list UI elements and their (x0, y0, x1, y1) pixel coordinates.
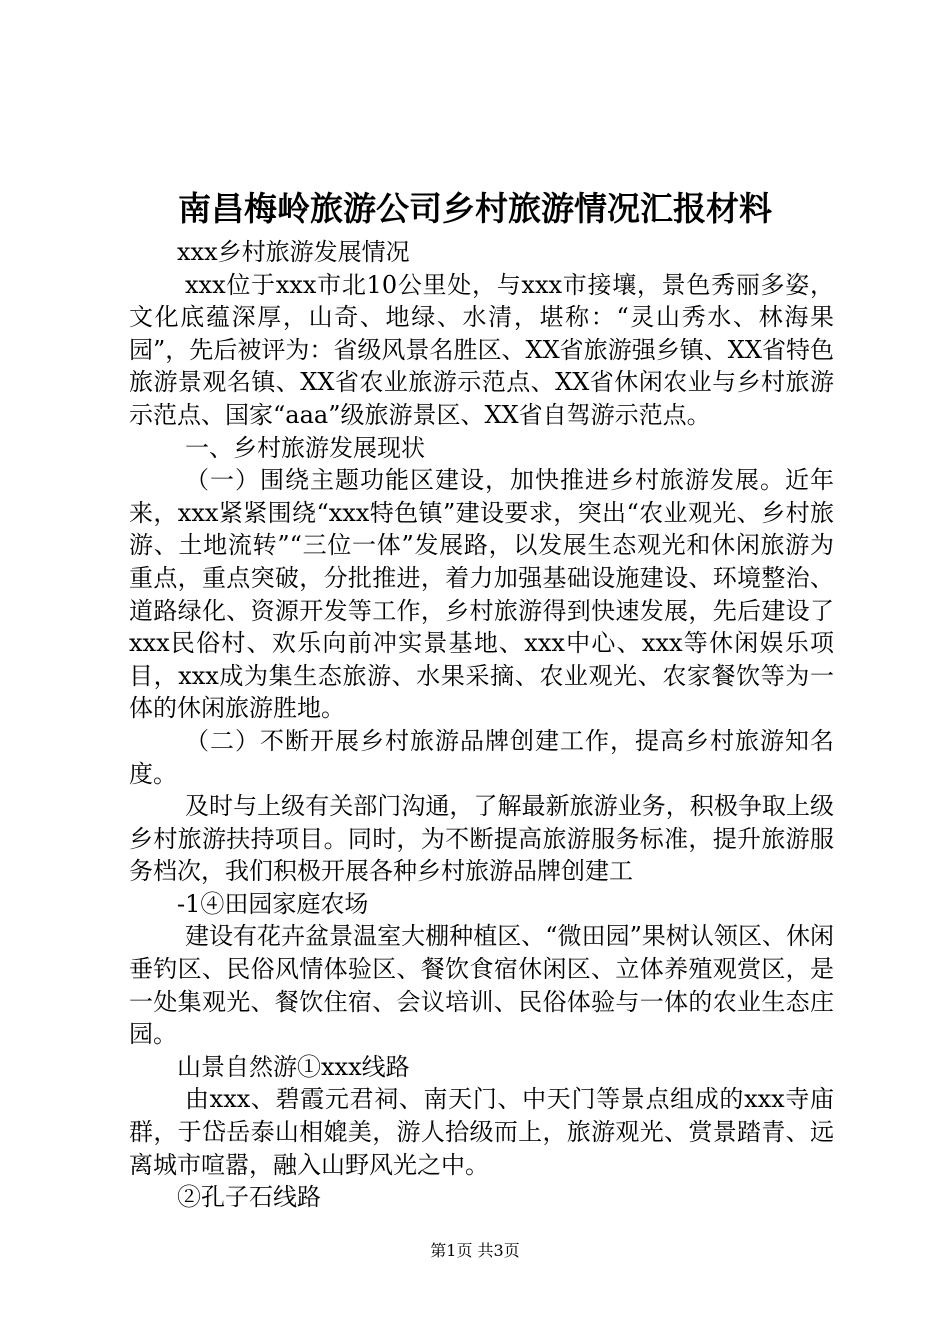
document-body (129, 236, 834, 1214)
paragraph-farm-heading: -1④田园家庭农场 (177, 889, 369, 918)
page-number: 第1页 共3页 (430, 1241, 520, 1260)
document-title: 南昌梅岭旅游公司乡村旅游情况汇报材料 (178, 189, 772, 228)
paragraph-route-1-body: 由xxx、碧霞元君祠、南天门、中天门等景点组成的xxx寺庙群，于岱岳泰山相媲美，游人拾级而上，旅游观光、赏景踏青、远离城市喧嚣，融入山野风光之中。 (129, 1085, 834, 1179)
paragraph-item-2-body: 及时与上级有关部门沟通，了解最新旅游业务，积极争取上级乡村旅游扶持项目。同时，为不断提高旅游服务标准，提升旅游服务档次，我们积极开展各种乡村旅游品牌创建工 (129, 792, 834, 886)
paragraph-route-2-heading: ②孔子石线路 (177, 1183, 321, 1212)
paragraph-route-1-heading: 山景自然游①xxx线路 (177, 1052, 410, 1081)
paragraph-item-2: （二）不断开展乡村旅游品牌创建工作，提高乡村旅游知名度。 (129, 726, 834, 788)
paragraph-item-1: （一）围绕主题功能区建设，加快推进乡村旅游发展。近年来，xxx紧紧围绕“xxx特色镇”建设要求，突出“农业观光、乡村旅游、土地流转”“三位一体”发展路，以发展生态观光和休闲旅游为重点，重点突破，分批推进，着力加强基础设施建设、环境整治、道路绿化、资源开发等工作，乡村旅游得到快速发展，先后建设了xxx民俗村、欢乐向前冲实景基地、xxx中心、xxx等休闲娱乐项目，xxx成为集生态旅游、水果采摘、农业观光、农家餐饮等为一体的休闲旅游胜地。 (129, 466, 834, 723)
paragraph-intro: xxx位于xxx市北10公里处，与xxx市接壤，景色秀丽多姿，文化底蕴深厚，山奇、地绿、水清，堪称：“灵山秀水、林海果园”，先后被评为：省级风景名胜区、XX省旅游强乡镇、XX省特色旅游景观名镇、XX省农业旅游示范点、XX省休闲农业与乡村旅游示范点、国家“aaa”级旅游景区、XX省自驾游示范点。 (129, 270, 834, 429)
paragraph-heading-1: 一、乡村旅游发展现状 (185, 433, 425, 462)
paragraph-farm-body: 建设有花卉盆景温室大棚种植区、“微田园”果树认领区、休闲垂钓区、民俗风情体验区、餐饮食宿休闲区、立体养殖观赏区，是一处集观光、餐饮住宿、会议培训、民俗体验与一体的农业生态庄园。 (129, 922, 834, 1049)
paragraph-section-heading: xxx乡村旅游发展情况 (177, 238, 410, 266)
